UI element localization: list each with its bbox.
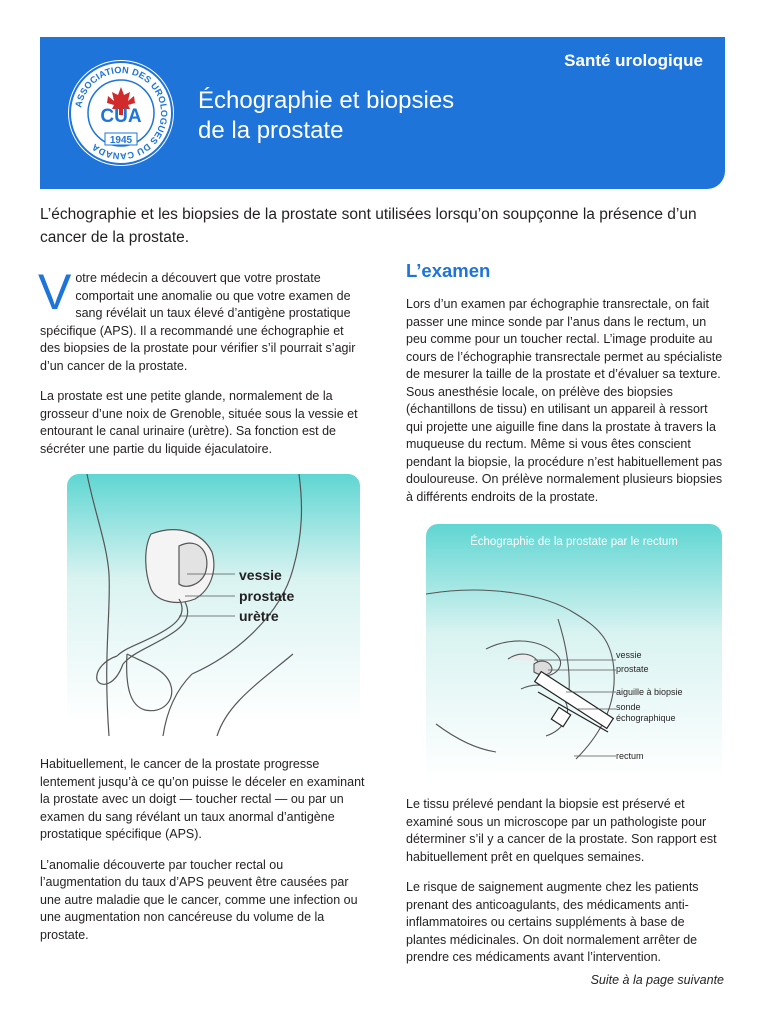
label-prostate: prostate — [239, 588, 295, 604]
section-heading-examen: L’examen — [406, 260, 491, 281]
intro-text: L’échographie et les biopsies de la prostate sont utilisées lorsqu’on soupçonne la présence d’un cancer de la prostate. — [40, 206, 697, 246]
label-vessie-2: vessie — [616, 650, 642, 660]
label-aiguille: aiguille à biopsie — [616, 687, 683, 697]
label-rectum: rectum — [616, 751, 644, 761]
cua-logo — [67, 59, 175, 167]
logo-ring-text: ASSOCIATION DES UROLOGUES DU CANADA — [73, 64, 170, 162]
figure-caption: Échographie de la prostate par le rectum — [470, 536, 678, 548]
left-column-top — [38, 264, 365, 471]
drop-cap: V — [38, 264, 72, 320]
label-prostate-2: prostate — [616, 664, 649, 674]
paragraph-2: La prostate est une petite glande, normalement de la grosseur d’une noix de Grenoble, située sous la vessie et entourant le canal urinaire (urètre). Sa fonction est de sécréter une partie du liquide éjaculatoire. — [40, 389, 358, 456]
right-column-top — [406, 296, 726, 519]
anatomy-illustration-panel — [67, 474, 360, 736]
paragraph-risque: Le risque de saignement augmente chez les patients prenant des anticoagulants, des médicaments anti-inflammatoires ou certains suppléments à base de plantes médicinales. On doit normalement arrêter de prendre ces médicaments avant l’intervention. — [406, 880, 699, 964]
continued-note: Suite à la page suivante — [590, 973, 724, 987]
label-uretre: urètre — [239, 608, 279, 624]
logo-initials: CUA — [100, 106, 142, 127]
page-title: Échographie et biopsies de la prostate — [198, 87, 455, 144]
right-column-bottom — [406, 796, 726, 980]
paragraph-examen: Lors d’un examen par échographie transrectale, on fait passer une mince sonde par l’anus dans le rectum, un peu comme pour un toucher rectal. L’image produite au cours de l’échographie transrectale permet au spécialiste de mesurer la taille de la prostate et d’évaluer sa texture. Sous anesthésie locale, on prélève des biopsies (échantillons de tissu) en utilisant un appareil à ressort qui projette une aiguille fine dans la prostate à travers la muqueuse du rectum. Même si vous êtes conscient pendant la biopsie, la procédure n’est habituellement pas douloureuse. On prélève normalement plusieurs biopsies à différents endroits de la prostate. — [406, 297, 723, 504]
logo-year: 1945 — [109, 135, 133, 146]
paragraph-1: Votre médecin a découvert que votre prostate comportait une anomalie ou que votre examen de sang révélait un taux élevé d’antigène prostatique spécifique (APS). Il a recommandé une échographie et des biopsies de la prostate pour vérifier s’il pourrait s’agir d’un cancer de la prostate. — [38, 264, 356, 373]
section-label: Santé urologique — [564, 51, 703, 70]
paragraph-tissu: Le tissu prélevé pendant la biopsie est préservé et examiné sous un microscope par un pathologiste pour déterminer s’il y a cancer de la prostate. Son rapport est habituellement prêt en quelques semaines. — [406, 797, 717, 864]
label-sonde-2: échographique — [616, 713, 676, 723]
left-column-bottom — [40, 756, 365, 957]
label-sonde: sonde — [616, 702, 641, 712]
ultrasound-illustration-panel — [426, 524, 722, 785]
paragraph-4: L’anomalie découverte par toucher rectal ou l’augmentation du taux d’APS peuvent être causées par une autre maladie que le cancer, comme une infection ou une augmentation non cancéreuse du volume de la prostate. — [40, 857, 358, 942]
paragraph-3: Habituellement, le cancer de la prostate progresse lentement jusqu’à ce qu’on puisse le déceler en examinant la prostate avec un doigt — toucher rectal — ou par un examen du sang révélant un taux anormal d’antigène prostatique spécifique (APS). — [40, 757, 365, 841]
ultrasound-illustration — [426, 524, 722, 785]
label-vessie: vessie — [239, 567, 282, 583]
anatomy-illustration — [67, 474, 360, 736]
